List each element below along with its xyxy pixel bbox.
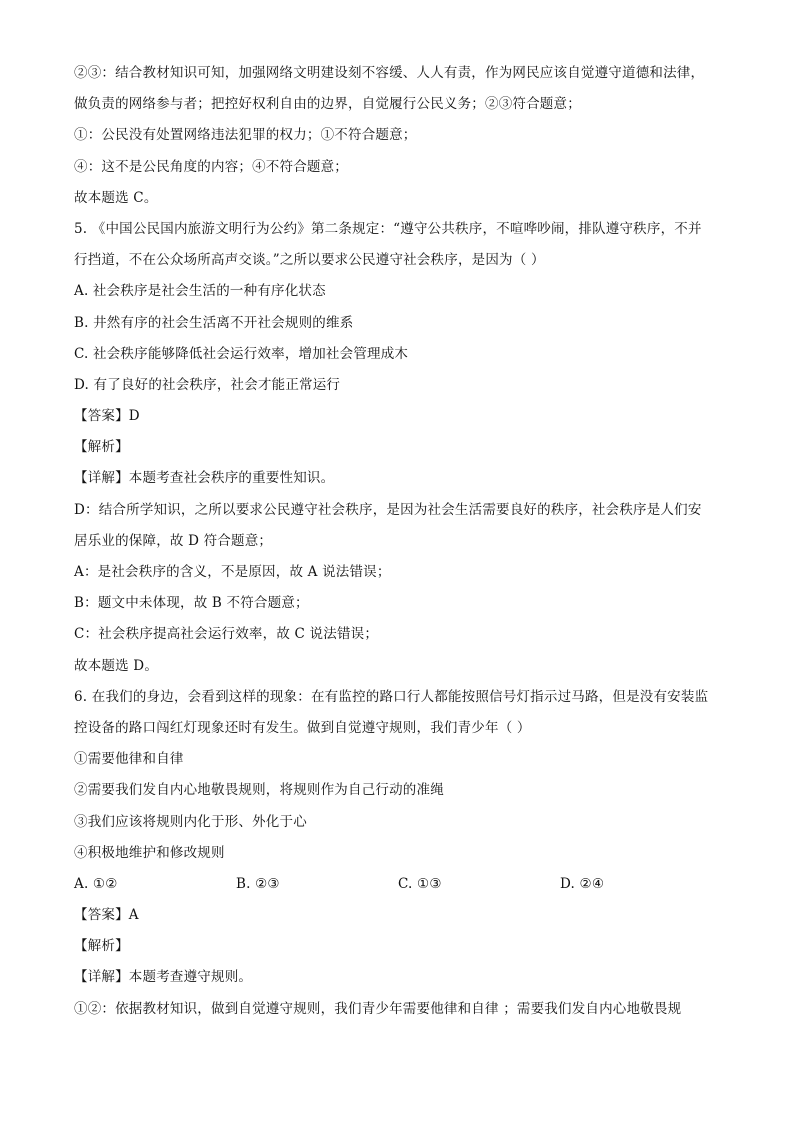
text-line: ①②：依据教材知识，做到自觉遵守规则，我们青少年需要他律和自律 ；需要我们发自内心地敬畏规 — [74, 1000, 682, 1017]
document-page — [74, 58, 724, 1025]
question-6-stem: 6. 在我们的身边，会看到这样的现象：在有监控的路口行人都能按照信号灯指示过马路，但是没有安装监 — [74, 688, 709, 705]
statement-4: ④积极地维护和修改规则 — [74, 844, 225, 861]
option-a: A. 社会秩序是社会生活的一种有序化状态 — [74, 283, 326, 300]
question-6-options — [74, 869, 724, 900]
question-5-stem: 5. 《中国公民国内旅游文明行为公约》第二条规定：“遵守公共秩序，不喧哗吵闹，排队遵守秩序，不并 — [74, 220, 702, 237]
analysis-label: 【解析】 — [74, 938, 129, 955]
text-line: B：题文中未体现，故 B 不符合题意； — [74, 595, 309, 612]
text-line: D：结合所学知识，之所以要求公民遵守社会秩序，是因为社会生活需要良好的秩序，社会秩序是人们安 — [74, 501, 702, 518]
answer-label: 【答案】D — [74, 408, 140, 425]
option-b: B. 井然有序的社会生活离不开社会规则的维系 — [74, 314, 354, 331]
answer-label: 【答案】A — [74, 907, 139, 924]
statement-3: ③我们应该将规则内化于形、外化于心 — [74, 813, 307, 830]
option-d: D. ②④ — [560, 875, 605, 892]
text-line: ②③：结合教材知识可知，加强网络文明建设刻不容缓、人人有责，作为网民应该自觉遵守道德和法律， — [74, 65, 705, 81]
statement-1: ①需要他律和自律 — [74, 751, 184, 768]
option-d: D. 有了良好的社会秩序，社会才能正常运行 — [74, 376, 341, 393]
text-line: 故本题选 D。 — [74, 657, 159, 674]
analysis-label: 【解析】 — [74, 439, 129, 456]
text-line: ①：公民没有处置网络违法犯罪的权力；①不符合题意； — [74, 127, 417, 144]
text-line: 做负责的网络参与者；把控好权利自由的边界，自觉履行公民义务；②③符合题意； — [74, 96, 581, 113]
text-line: ④：这不是公民角度的内容；④不符合题意； — [74, 158, 348, 175]
option-c: C. ①③ — [398, 875, 442, 892]
detail-label: 【详解】本题考查遵守规则。 — [74, 969, 253, 986]
text-line: 故本题选 C。 — [74, 189, 158, 206]
statement-2: ②需要我们发自内心地敬畏规则，将规则作为自己行动的准绳 — [74, 782, 444, 799]
text-line: 居乐业的保障，故 D 符合题意； — [74, 532, 273, 549]
detail-label: 【详解】本题考查社会秩序的重要性知识。 — [74, 470, 335, 487]
option-a: A. ①② — [74, 875, 118, 892]
option-b: B. ②③ — [236, 875, 280, 892]
question-6-stem: 控设备的路口闯红灯现象还时有发生。做到自觉遵守规则，我们青少年（ ） — [74, 719, 531, 736]
text-line: A：是社会秩序的含义，不是原因，故 A 说法错误； — [74, 564, 391, 580]
question-5-stem: 行挡道，不在公众场所高声交谈。”之所以要求公民遵守社会秩序，是因为（ ） — [74, 252, 545, 269]
option-c: C. 社会秩序能够降低社会运行效率，增加社会管理成木 — [74, 345, 409, 362]
text-line: C：社会秩序提高社会运行效率，故 C 说法错误； — [74, 626, 379, 643]
